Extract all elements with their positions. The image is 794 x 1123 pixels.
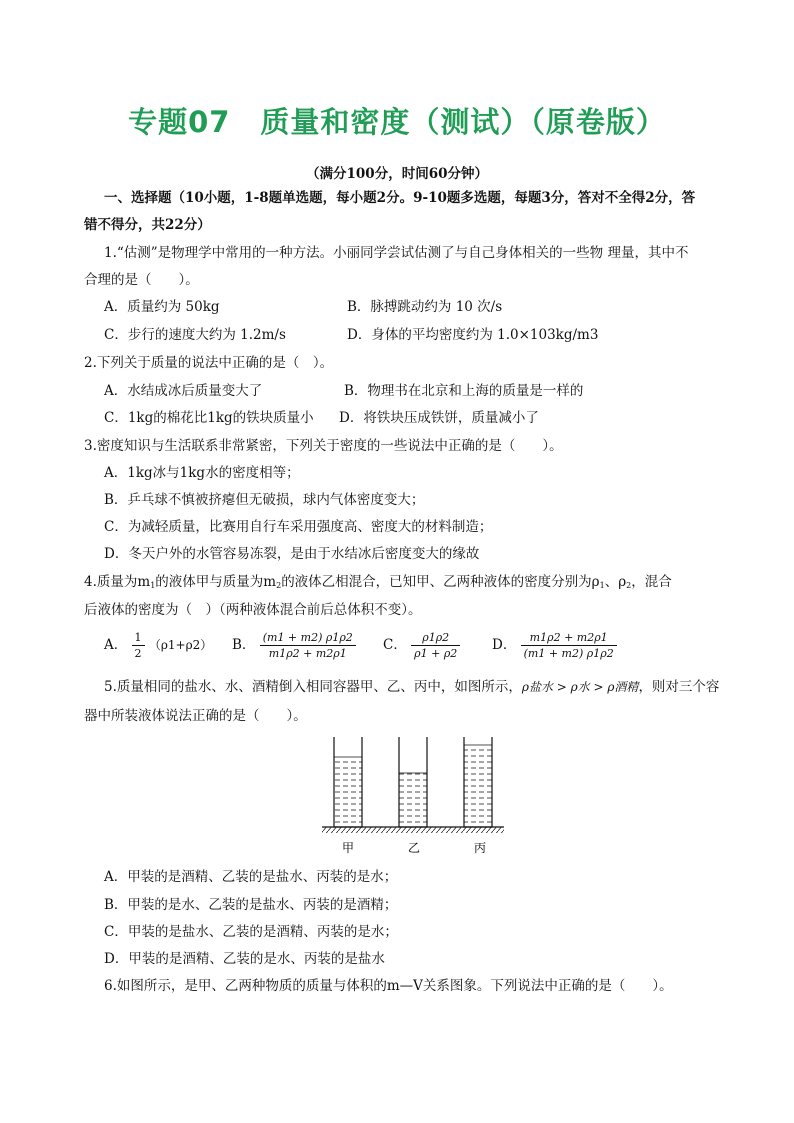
q5-stem-part1: 5.质量相同的盐水、水、酒精倒入相同容器甲、乙、丙中，如图所示， [104, 679, 522, 695]
q3-option-a: A．1kg冰与1kg水的密度相等； [104, 465, 300, 481]
q4-a-tail: （ρ1+ρ2） [148, 638, 213, 652]
q4-sub-m2: 2 [276, 581, 282, 590]
q4-sub-rho2: 2 [626, 581, 632, 590]
q1-option-a: A．质量约为 50kg [104, 299, 220, 315]
q2-option-c: C．1kg的棉花比1kg的铁块质量小 [104, 410, 314, 426]
q6-stem: 6.如图所示，是甲、乙两种物质的质量与体积的m—V关系图象。下列说法中正确的是（ ）。 [104, 978, 673, 994]
q5-containers-figure [318, 735, 508, 857]
q4-c-fraction [411, 630, 460, 661]
q3-option-b: B．乒乓球不慎被挤瘪但无破损，球内气体密度变大； [104, 492, 425, 508]
q4-b-numerator: (m1 + m2) ρ1ρ2 [260, 630, 356, 646]
page-subtitle: （满分100分，时间60分钟） [306, 166, 488, 182]
q4-d-label: D． [492, 637, 517, 653]
q4-b-fraction [260, 630, 356, 661]
q4-c-label: C． [383, 637, 407, 653]
q5-option-a: A．甲装的是酒精、乙装的是盐水、丙装的是水； [104, 869, 398, 885]
label-jia: 甲 [341, 841, 355, 855]
q4-stem-part5: ，混合 [631, 574, 672, 590]
q5-stem-part2: ，则对三个容 [638, 679, 720, 695]
q1-option-b: B．脉搏跳动约为 10 次/s [347, 299, 503, 315]
q3-option-c: C．为减轻质量，比赛用自行车采用强度高、密度大的材料制造； [104, 519, 493, 535]
q2-stem: 2.下列关于质量的说法中正确的是（ ）。 [84, 355, 334, 371]
q5-stem-line2: 器中所装液体说法正确的是（ ）。 [84, 708, 307, 724]
label-bing: 丙 [473, 841, 487, 855]
q5-density-relation: ρ盐水 > ρ水 > ρ酒精 [521, 680, 639, 694]
q4-option-a [104, 630, 212, 661]
q4-b-label: B． [232, 637, 256, 653]
q2-option-a: A．水结成冰后质量变大了 [104, 383, 263, 399]
q4-stem-part3: 的液体乙相混合，已知甲、乙两种液体的密度分别为ρ [281, 574, 600, 590]
q4-option-b [232, 630, 356, 661]
q4-d-fraction [521, 630, 617, 661]
container-yi-liquid [399, 773, 427, 827]
q4-b-denominator: m1ρ2 + m2ρ1 [268, 647, 347, 660]
q4-a-denominator: 2 [134, 647, 142, 660]
q1-option-d: D．身体的平均密度约为 1.0×103kg/m3 [347, 327, 599, 343]
container-jia-liquid [334, 757, 362, 827]
q5-option-c: C．甲装的是盐水、乙装的是酒精、丙装的是水； [104, 924, 398, 940]
q2-option-b: B．物理书在北京和上海的质量是一样的 [344, 383, 584, 399]
q4-d-denominator: (m1 + m2) ρ1ρ2 [523, 647, 614, 660]
section-header-line1: 一、选择题（10小题，1-8题单选题，每小题2分。9-10题多选题，每题3分，答对不全得2分，答 [104, 190, 696, 206]
q4-a-numerator: 1 [132, 630, 145, 646]
q4-sub-rho1: 1 [599, 581, 605, 590]
q2-option-d: D．将铁块压成铁饼，质量减小了 [339, 410, 539, 426]
q4-option-d [492, 630, 617, 661]
q5-stem-line1 [104, 677, 719, 697]
q1-stem-line1: 1.“估测”是物理学中常用的一种方法。小丽同学尝试估测了与自己身体相关的一些物 理量，其中不 [104, 245, 689, 261]
label-yi: 乙 [407, 841, 421, 855]
q4-c-numerator: ρ1ρ2 [411, 630, 460, 646]
q4-stem-part4: 、ρ [604, 574, 627, 590]
container-bing-liquid [464, 745, 492, 827]
q5-option-b: B．甲装的是水、乙装的是盐水、丙装的是酒精； [104, 897, 398, 913]
q4-option-c [383, 630, 460, 661]
section-header-line2: 错不得分，共22分） [84, 217, 211, 233]
q3-stem: 3.密度知识与生活联系非常紧密，下列关于密度的一些说法中正确的是（ ）。 [84, 438, 563, 454]
q4-sub-m1: 1 [150, 581, 156, 590]
q4-stem-part1: 4.质量为m [84, 574, 151, 590]
q4-d-numerator: m1ρ2 + m2ρ1 [521, 630, 617, 646]
q4-stem-line1 [84, 572, 672, 596]
q4-c-denominator: ρ1 + ρ2 [414, 647, 458, 660]
q4-stem-line2: 后液体的密度为（ ）（两种液体混合前后总体积不变）。 [84, 602, 422, 618]
q5-option-d: D．甲装的是酒精、乙装的是水、丙装的是盐水 [104, 951, 385, 967]
page-title: 专题07 质量和密度（测试）（原卷版） [128, 105, 666, 139]
q3-option-d: D．冬天户外的水管容易冻裂，是由于水结冰后密度变大的缘故 [104, 546, 480, 562]
q1-option-c: C．步行的速度大约为 1.2m/s [104, 327, 286, 343]
q4-a-label: A． [104, 637, 128, 653]
q4-a-fraction [132, 630, 145, 661]
q1-stem-line2: 合理的是（ ）。 [84, 272, 199, 288]
q4-stem-part2: 的液体甲与质量为m [155, 574, 277, 590]
ground-hatch [322, 827, 504, 833]
